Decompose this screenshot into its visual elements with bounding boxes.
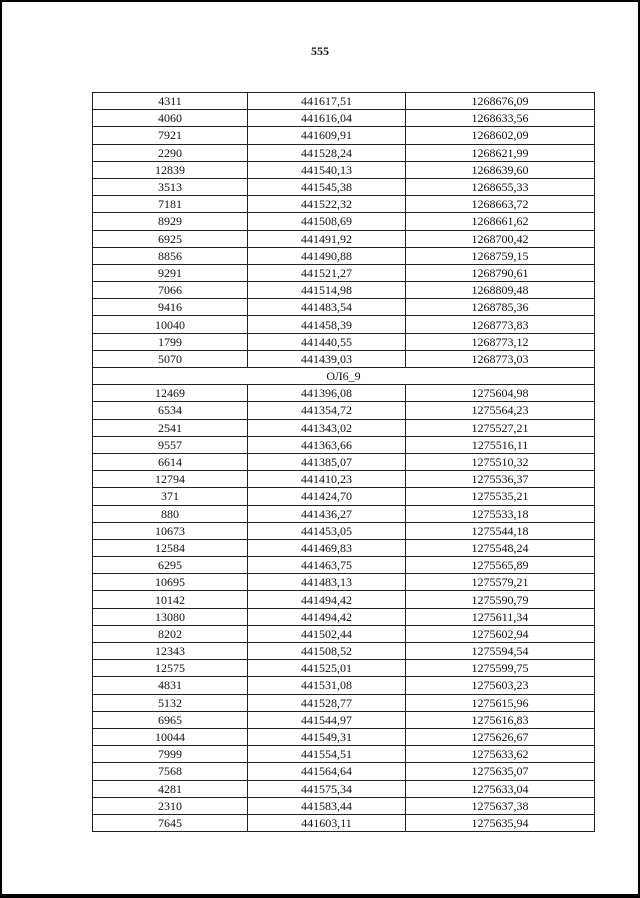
x-coordinate-cell: 441522,32	[248, 196, 406, 213]
y-coordinate-cell: 1275637,38	[406, 797, 595, 814]
point-number-cell: 7645	[93, 814, 248, 831]
y-coordinate-cell: 1275602,94	[406, 625, 595, 642]
x-coordinate-cell: 441385,07	[248, 453, 406, 470]
point-number-cell: 6295	[93, 557, 248, 574]
x-coordinate-cell: 441343,02	[248, 419, 406, 436]
point-number-cell: 7568	[93, 763, 248, 780]
table-row	[93, 264, 595, 281]
y-coordinate-cell: 1268663,72	[406, 196, 595, 213]
y-coordinate-cell: 1275533,18	[406, 505, 595, 522]
y-coordinate-cell: 1275544,18	[406, 522, 595, 539]
table-row	[93, 350, 595, 367]
table-row	[93, 385, 595, 402]
y-coordinate-cell: 1275604,98	[406, 385, 595, 402]
point-number-cell: 10142	[93, 591, 248, 608]
table-row	[93, 643, 595, 660]
point-number-cell: 10044	[93, 728, 248, 745]
scan-border-left	[0, 0, 2, 898]
point-number-cell: 2290	[93, 144, 248, 161]
y-coordinate-cell: 1268785,36	[406, 299, 595, 316]
x-coordinate-cell: 441616,04	[248, 110, 406, 127]
table-row	[93, 591, 595, 608]
x-coordinate-cell: 441502,44	[248, 625, 406, 642]
y-coordinate-cell: 1275564,23	[406, 402, 595, 419]
y-coordinate-cell: 1275635,07	[406, 763, 595, 780]
point-number-cell: 10695	[93, 574, 248, 591]
x-coordinate-cell: 441528,24	[248, 144, 406, 161]
point-number-cell: 6534	[93, 402, 248, 419]
x-coordinate-cell: 441603,11	[248, 814, 406, 831]
y-coordinate-cell: 1275510,32	[406, 453, 595, 470]
point-number-cell: 1799	[93, 333, 248, 350]
table-row	[93, 419, 595, 436]
table-body-second-group	[93, 385, 595, 832]
table-row	[93, 694, 595, 711]
x-coordinate-cell: 441508,52	[248, 643, 406, 660]
y-coordinate-cell: 1268700,42	[406, 230, 595, 247]
table-row	[93, 728, 595, 745]
x-coordinate-cell: 441544,97	[248, 711, 406, 728]
x-coordinate-cell: 441494,42	[248, 591, 406, 608]
y-coordinate-cell: 1275565,89	[406, 557, 595, 574]
point-number-cell: 6614	[93, 453, 248, 470]
table-row	[93, 557, 595, 574]
y-coordinate-cell: 1268621,99	[406, 144, 595, 161]
point-number-cell: 7921	[93, 127, 248, 144]
table-row	[93, 453, 595, 470]
x-coordinate-cell: 441575,34	[248, 780, 406, 797]
table-row	[93, 522, 595, 539]
table-row	[93, 574, 595, 591]
x-coordinate-cell: 441439,03	[248, 350, 406, 367]
point-number-cell: 7066	[93, 282, 248, 299]
table-row	[93, 660, 595, 677]
table-row	[93, 333, 595, 350]
table-row	[93, 196, 595, 213]
table-row	[93, 539, 595, 556]
x-coordinate-cell: 441354,72	[248, 402, 406, 419]
y-coordinate-cell: 1275548,24	[406, 539, 595, 556]
point-number-cell: 7181	[93, 196, 248, 213]
coordinates-table	[92, 92, 595, 832]
y-coordinate-cell: 1268790,61	[406, 264, 595, 281]
point-number-cell: 8929	[93, 213, 248, 230]
y-coordinate-cell: 1275615,96	[406, 694, 595, 711]
x-coordinate-cell: 441458,39	[248, 316, 406, 333]
x-coordinate-cell: 441609,91	[248, 127, 406, 144]
table-row	[93, 127, 595, 144]
point-number-cell: 10040	[93, 316, 248, 333]
point-number-cell: 13080	[93, 608, 248, 625]
y-coordinate-cell: 1275536,37	[406, 471, 595, 488]
table-row	[93, 625, 595, 642]
table-row	[93, 299, 595, 316]
point-number-cell: 12839	[93, 161, 248, 178]
x-coordinate-cell: 441554,51	[248, 746, 406, 763]
x-coordinate-cell: 441528,77	[248, 694, 406, 711]
x-coordinate-cell: 441483,13	[248, 574, 406, 591]
table-row	[93, 402, 595, 419]
x-coordinate-cell: 441508,69	[248, 213, 406, 230]
point-number-cell: 8856	[93, 247, 248, 264]
x-coordinate-cell: 441453,05	[248, 522, 406, 539]
table-row	[93, 814, 595, 831]
y-coordinate-cell: 1268661,62	[406, 213, 595, 230]
point-number-cell: 8202	[93, 625, 248, 642]
table-row	[93, 608, 595, 625]
table-row	[93, 178, 595, 195]
scan-border-bottom	[0, 894, 640, 898]
y-coordinate-cell: 1268633,56	[406, 110, 595, 127]
table-body-first-group	[93, 93, 595, 368]
section-row	[93, 368, 595, 385]
point-number-cell: 12469	[93, 385, 248, 402]
y-coordinate-cell: 1268655,33	[406, 178, 595, 195]
point-number-cell: 4281	[93, 780, 248, 797]
point-number-cell: 7999	[93, 746, 248, 763]
point-number-cell: 4311	[93, 93, 248, 110]
point-number-cell: 2310	[93, 797, 248, 814]
point-number-cell: 10673	[93, 522, 248, 539]
y-coordinate-cell: 1275635,94	[406, 814, 595, 831]
x-coordinate-cell: 441525,01	[248, 660, 406, 677]
scan-border-top	[0, 0, 640, 2]
x-coordinate-cell: 441424,70	[248, 488, 406, 505]
table-row	[93, 505, 595, 522]
y-coordinate-cell: 1268773,83	[406, 316, 595, 333]
point-number-cell: 5070	[93, 350, 248, 367]
x-coordinate-cell: 441410,23	[248, 471, 406, 488]
y-coordinate-cell: 1268759,15	[406, 247, 595, 264]
table-row	[93, 161, 595, 178]
x-coordinate-cell: 441363,66	[248, 436, 406, 453]
table-row	[93, 110, 595, 127]
table-row	[93, 780, 595, 797]
x-coordinate-cell: 441440,55	[248, 333, 406, 350]
point-number-cell: 9557	[93, 436, 248, 453]
y-coordinate-cell: 1275590,79	[406, 591, 595, 608]
table-row	[93, 230, 595, 247]
table-row	[93, 316, 595, 333]
x-coordinate-cell: 441483,54	[248, 299, 406, 316]
y-coordinate-cell: 1268639,60	[406, 161, 595, 178]
x-coordinate-cell: 441463,75	[248, 557, 406, 574]
x-coordinate-cell: 441514,98	[248, 282, 406, 299]
x-coordinate-cell: 441540,13	[248, 161, 406, 178]
table-row	[93, 677, 595, 694]
table-row	[93, 488, 595, 505]
point-number-cell: 3513	[93, 178, 248, 195]
table-row	[93, 247, 595, 264]
point-number-cell: 9416	[93, 299, 248, 316]
x-coordinate-cell: 441617,51	[248, 93, 406, 110]
point-number-cell: 9291	[93, 264, 248, 281]
table-row	[93, 436, 595, 453]
point-number-cell: 6925	[93, 230, 248, 247]
y-coordinate-cell: 1275626,67	[406, 728, 595, 745]
y-coordinate-cell: 1275616,83	[406, 711, 595, 728]
point-number-cell: 2541	[93, 419, 248, 436]
y-coordinate-cell: 1268773,03	[406, 350, 595, 367]
table-row	[93, 213, 595, 230]
point-number-cell: 4831	[93, 677, 248, 694]
x-coordinate-cell: 441564,64	[248, 763, 406, 780]
y-coordinate-cell: 1275599,75	[406, 660, 595, 677]
point-number-cell: 6965	[93, 711, 248, 728]
x-coordinate-cell: 441490,88	[248, 247, 406, 264]
table-row	[93, 763, 595, 780]
table-row	[93, 711, 595, 728]
table-row	[93, 144, 595, 161]
y-coordinate-cell: 1275633,04	[406, 780, 595, 797]
point-number-cell: 371	[93, 488, 248, 505]
table-row	[93, 797, 595, 814]
y-coordinate-cell: 1275611,34	[406, 608, 595, 625]
x-coordinate-cell: 441549,31	[248, 728, 406, 745]
section-label: ОЛ6_9	[93, 368, 595, 385]
x-coordinate-cell: 441494,42	[248, 608, 406, 625]
x-coordinate-cell: 441469,83	[248, 539, 406, 556]
y-coordinate-cell: 1275516,11	[406, 436, 595, 453]
x-coordinate-cell: 441521,27	[248, 264, 406, 281]
point-number-cell: 4060	[93, 110, 248, 127]
x-coordinate-cell: 441491,92	[248, 230, 406, 247]
point-number-cell: 12575	[93, 660, 248, 677]
point-number-cell: 12343	[93, 643, 248, 660]
x-coordinate-cell: 441583,44	[248, 797, 406, 814]
x-coordinate-cell: 441531,08	[248, 677, 406, 694]
x-coordinate-cell: 441545,38	[248, 178, 406, 195]
y-coordinate-cell: 1275603,23	[406, 677, 595, 694]
y-coordinate-cell: 1275527,21	[406, 419, 595, 436]
y-coordinate-cell: 1268602,09	[406, 127, 595, 144]
x-coordinate-cell: 441436,27	[248, 505, 406, 522]
point-number-cell: 880	[93, 505, 248, 522]
y-coordinate-cell: 1275535,21	[406, 488, 595, 505]
y-coordinate-cell: 1268676,09	[406, 93, 595, 110]
table-row	[93, 282, 595, 299]
point-number-cell: 12584	[93, 539, 248, 556]
y-coordinate-cell: 1268773,12	[406, 333, 595, 350]
y-coordinate-cell: 1275579,21	[406, 574, 595, 591]
point-number-cell: 12794	[93, 471, 248, 488]
table-row	[93, 93, 595, 110]
table-row	[93, 746, 595, 763]
y-coordinate-cell: 1275633,62	[406, 746, 595, 763]
table-row	[93, 471, 595, 488]
point-number-cell: 5132	[93, 694, 248, 711]
table-section-header	[93, 368, 595, 385]
x-coordinate-cell: 441396,08	[248, 385, 406, 402]
y-coordinate-cell: 1268809,48	[406, 282, 595, 299]
page-number: 555	[311, 44, 329, 58]
y-coordinate-cell: 1275594,54	[406, 643, 595, 660]
